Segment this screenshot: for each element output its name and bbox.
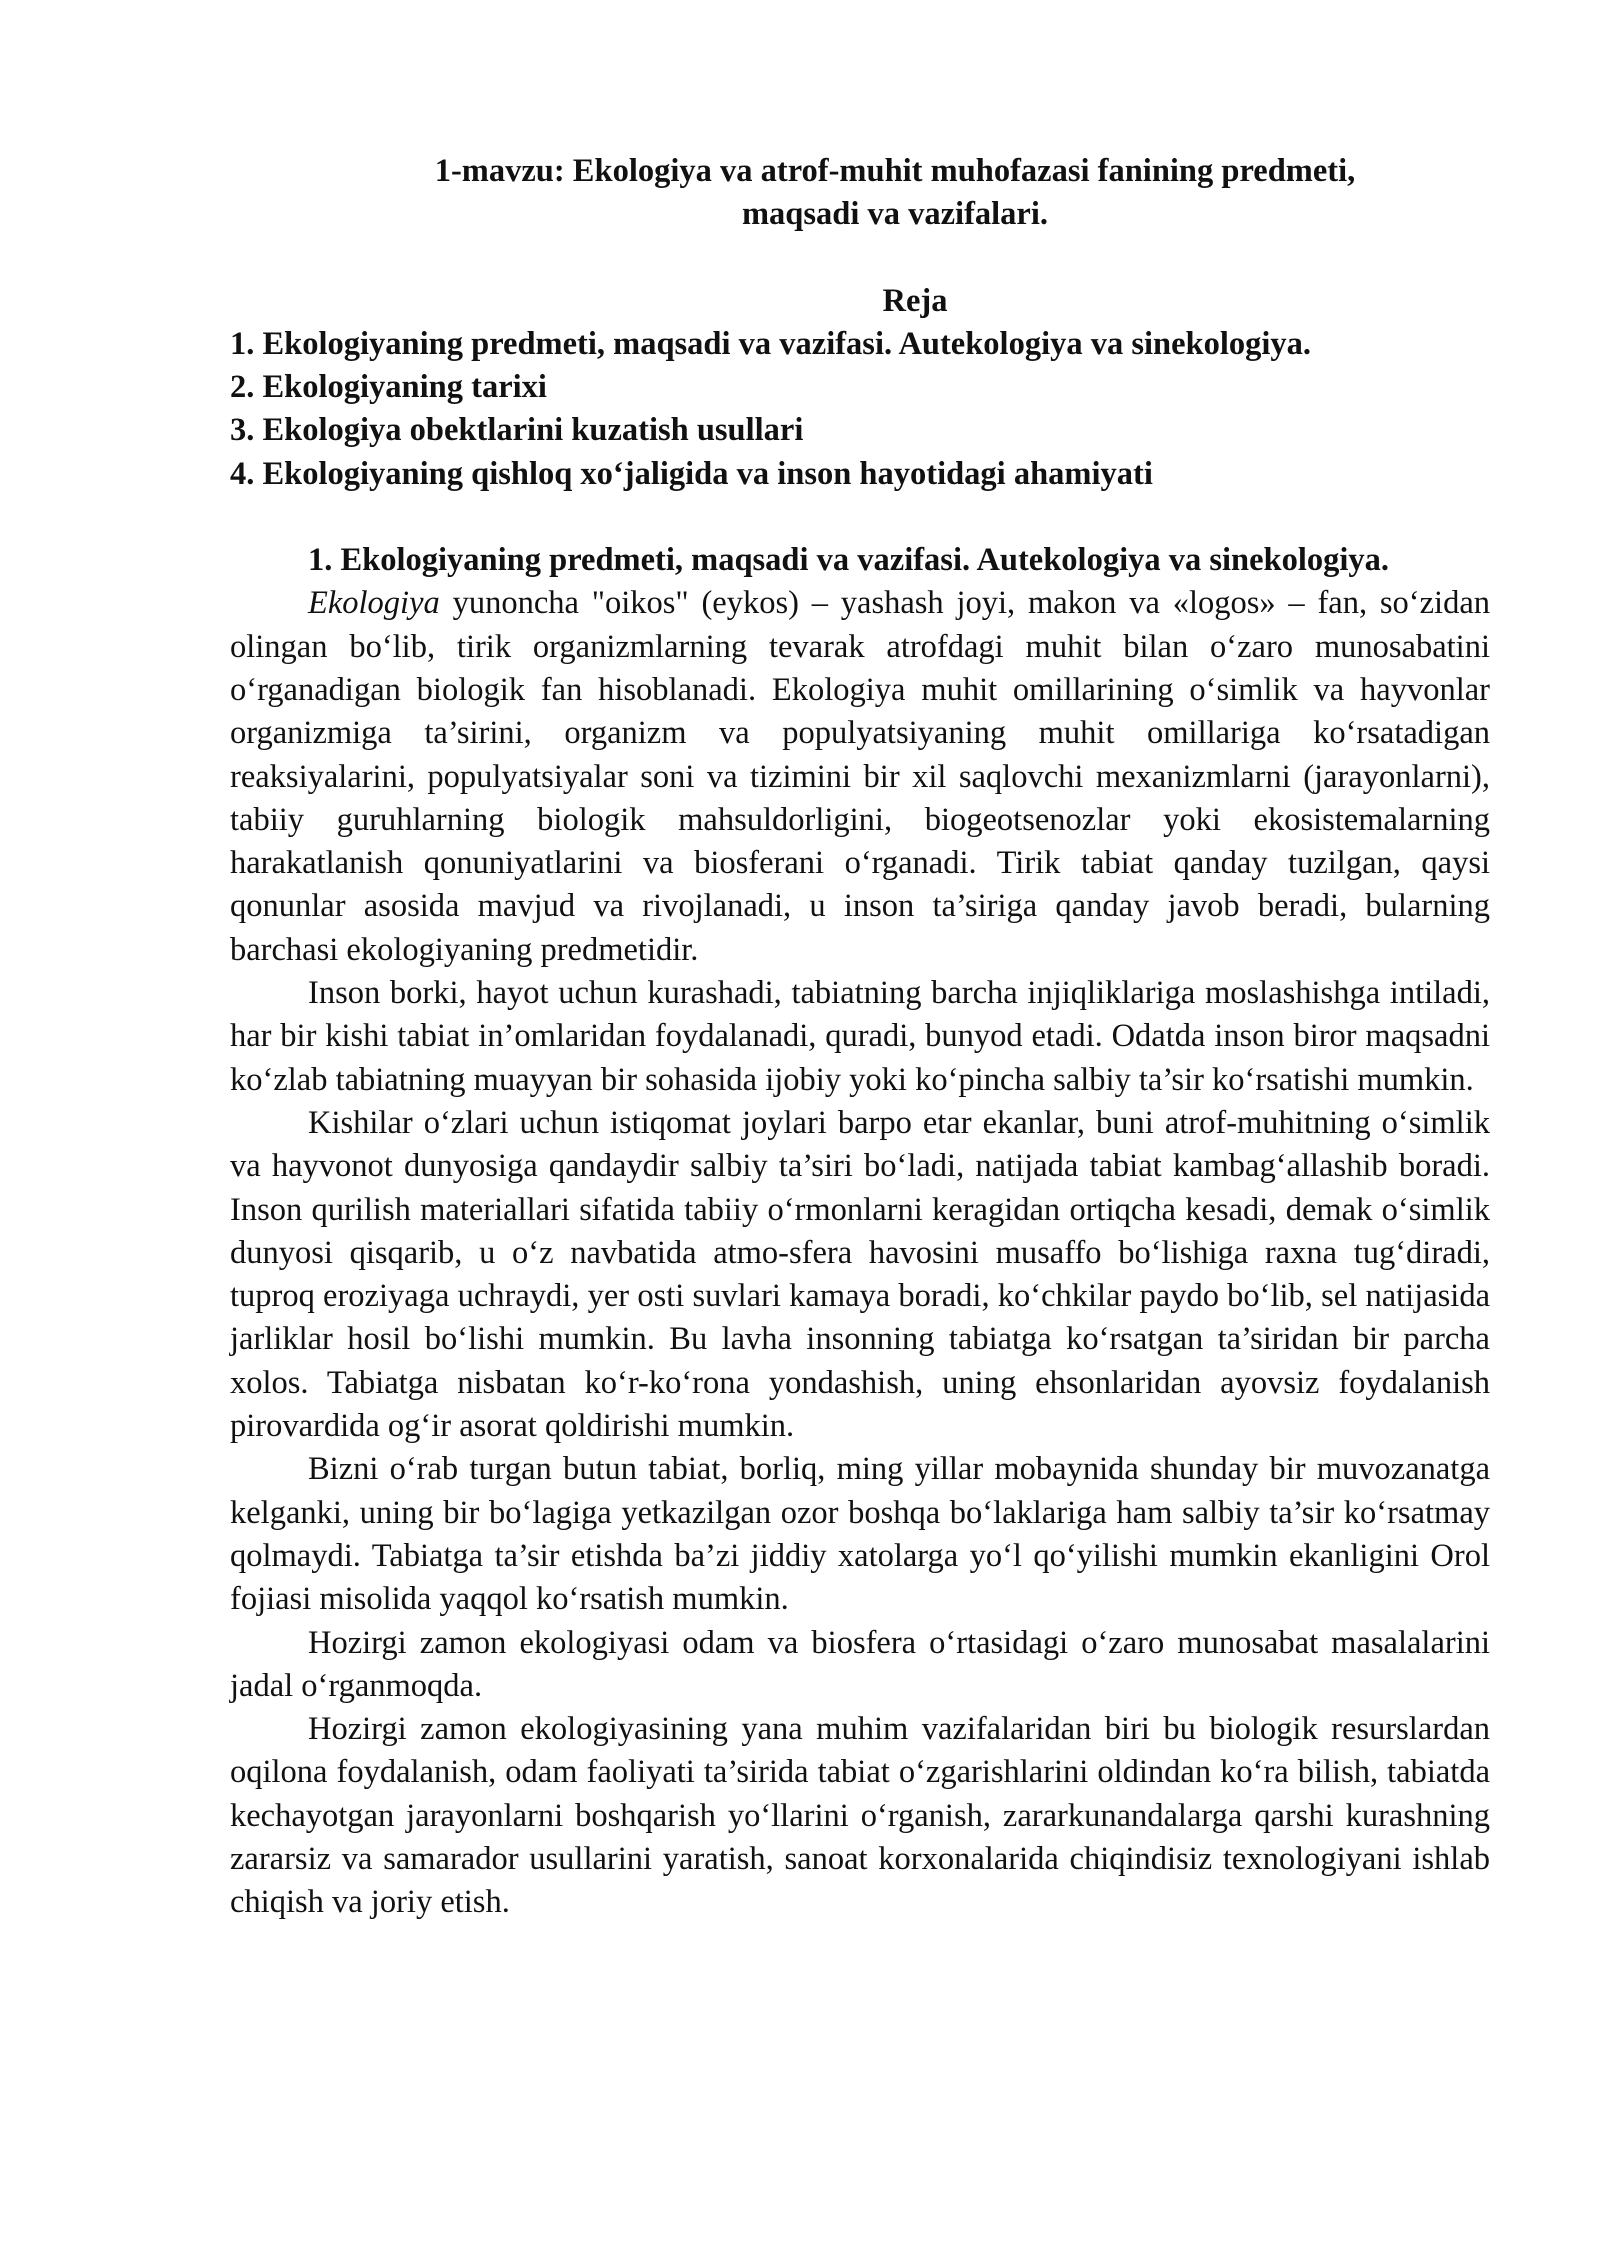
body-paragraph-1	[230, 582, 1490, 972]
paragraph-1-text: yunoncha "oikos" (eykos) – yashash joyi, makon va «logos» – fan, so‘zidan olingan bo‘lib, tirik organizmlarning tevarak atrofdagi muhit bilan o‘zaro munosabatini o‘rganadigan biologik fan hisoblanadi. Ekologiya muhit omillarining o‘simlik va hayvonlar organizmiga ta’sirini, organizm va populyatsiyaning muhit omillariga ko‘rsatadigan reaksiyalarini, populyatsiyalar soni va tizimini bir xil saqlovchi mexanizmlarni (jarayonlarni), tabiiy guruhlarning biologik mahsuldorligini, biogeotsenozlar yoki ekosistemalarning harakatlanish qonuniyatlarini va biosferani o‘rganadi. Tirik tabiat qanday tuzilgan, qaysi qonunlar asosida mavjud va rivojlanadi, u inson ta’siriga qanday javob beradi, bularning barchasi ekologiyaning predmetidir.	[230, 585, 1490, 968]
plan-heading: Reja	[882, 282, 948, 319]
title-line-1: 1-mavzu: Ekologiya va atrof-muhit muhofazasi fanining predmeti,	[434, 153, 1356, 189]
plan-item-3: 3. Ekologiya obektlarini kuzatish usullari	[230, 412, 804, 449]
page-title	[230, 150, 1490, 237]
body-paragraph-3: Kishilar o‘zlari uchun istiqomat joylari barpo etar ekanlar, buni atrof-muhitning o‘simlik va hayvonot dunyosiga qandaydir salbiy ta’siri bo‘ladi, natijada tabiat kambag‘allashib boradi. Inson qurilish materiallari sifatida tabiiy o‘rmonlarni keragidan ortiqcha kesadi, demak o‘simlik dunyosi qisqarib, u o‘z navbatida atmo-sfera havosini musaffo bo‘lishiga raxna tug‘diradi, tuproq eroziyaga uchraydi, yer osti suvlari kamaya boradi, ko‘chkilar paydo bo‘lib, sel natijasida jarliklar hosil bo‘lishi mumkin. Bu lavha insonning tabiatga ko‘rsatgan ta’siridan bir parcha xolos. Tabiatga nisbatan ko‘r-ko‘rona yondashish, uning ehsonlaridan ayovsiz foydalanish pirovardida og‘ir asorat qoldirishi mumkin.	[230, 1104, 1490, 1445]
paragraph-term: Ekologiya	[308, 585, 440, 622]
plan-item-4: 4. Ekologiyaning qishloq xo‘jaligida va inson hayotidagi ahamiyati	[230, 455, 1153, 492]
plan-list	[230, 323, 1490, 496]
plan-item-2: 2. Ekologiyaning tarixi	[230, 369, 547, 406]
document-page	[230, 150, 1490, 1925]
body-paragraph-4: Bizni o‘rab turgan butun tabiat, borliq, ming yillar mobaynida shunday bir muvozanatga kelganki, uning bir bo‘lagiga yetkazilgan ozor boshqa bo‘laklariga ham salbiy ta’sir ko‘rsatmay qolmaydi. Tabiatga ta’sir etishda ba’zi jiddiy xatolarga yo‘l qo‘yilishi mumkin ekanligini Orol fojiasi misolida yaqqol ko‘rsatish mumkin.	[230, 1451, 1490, 1618]
body-paragraph-6: Hozirgi zamon ekologiyasining yana muhim vazifalaridan biri bu biologik resurslardan oqilona foydalanish, odam faoliyati ta’sirida tabiat o‘zgarishlarini oldindan ko‘ra bilish, tabiatda kechayotgan jarayonlarni boshqarish yo‘llarini o‘rganish, zararkunandalarga qarshi kurashning zararsiz va samarador usullarini yaratish, sanoat korxonalarida chiqindisiz texnologiyani ishlab chiqish va joriy etish.	[230, 1711, 1490, 1921]
body-paragraph-2: Inson borki, hayot uchun kurashadi, tabiatning barcha injiqliklariga moslashishga intiladi, har bir kishi tabiat in’omlaridan foydalanadi, quradi, bunyod etadi. Odatda inson biror maqsadni ko‘zlab tabiatning muayyan bir sohasida ijobiy yoki ko‘pincha salbiy ta’sir ko‘rsatishi mumkin.	[230, 975, 1490, 1098]
title-line-2: maqsadi va vazifalari.	[741, 196, 1049, 233]
plan-item-1: 1. Ekologiyaning predmeti, maqsadi va vazifasi. Autekologiya va sinekologiya.	[230, 325, 1312, 362]
section-heading: 1. Ekologiyaning predmeti, maqsadi va vazifasi. Autekologiya va sinekologiya.	[308, 542, 1390, 579]
body-paragraph-5: Hozirgi zamon ekologiyasi odam va biosfera o‘rtasidagi o‘zaro munosabat masalalarini jadal o‘rganmoqda.	[230, 1624, 1490, 1704]
